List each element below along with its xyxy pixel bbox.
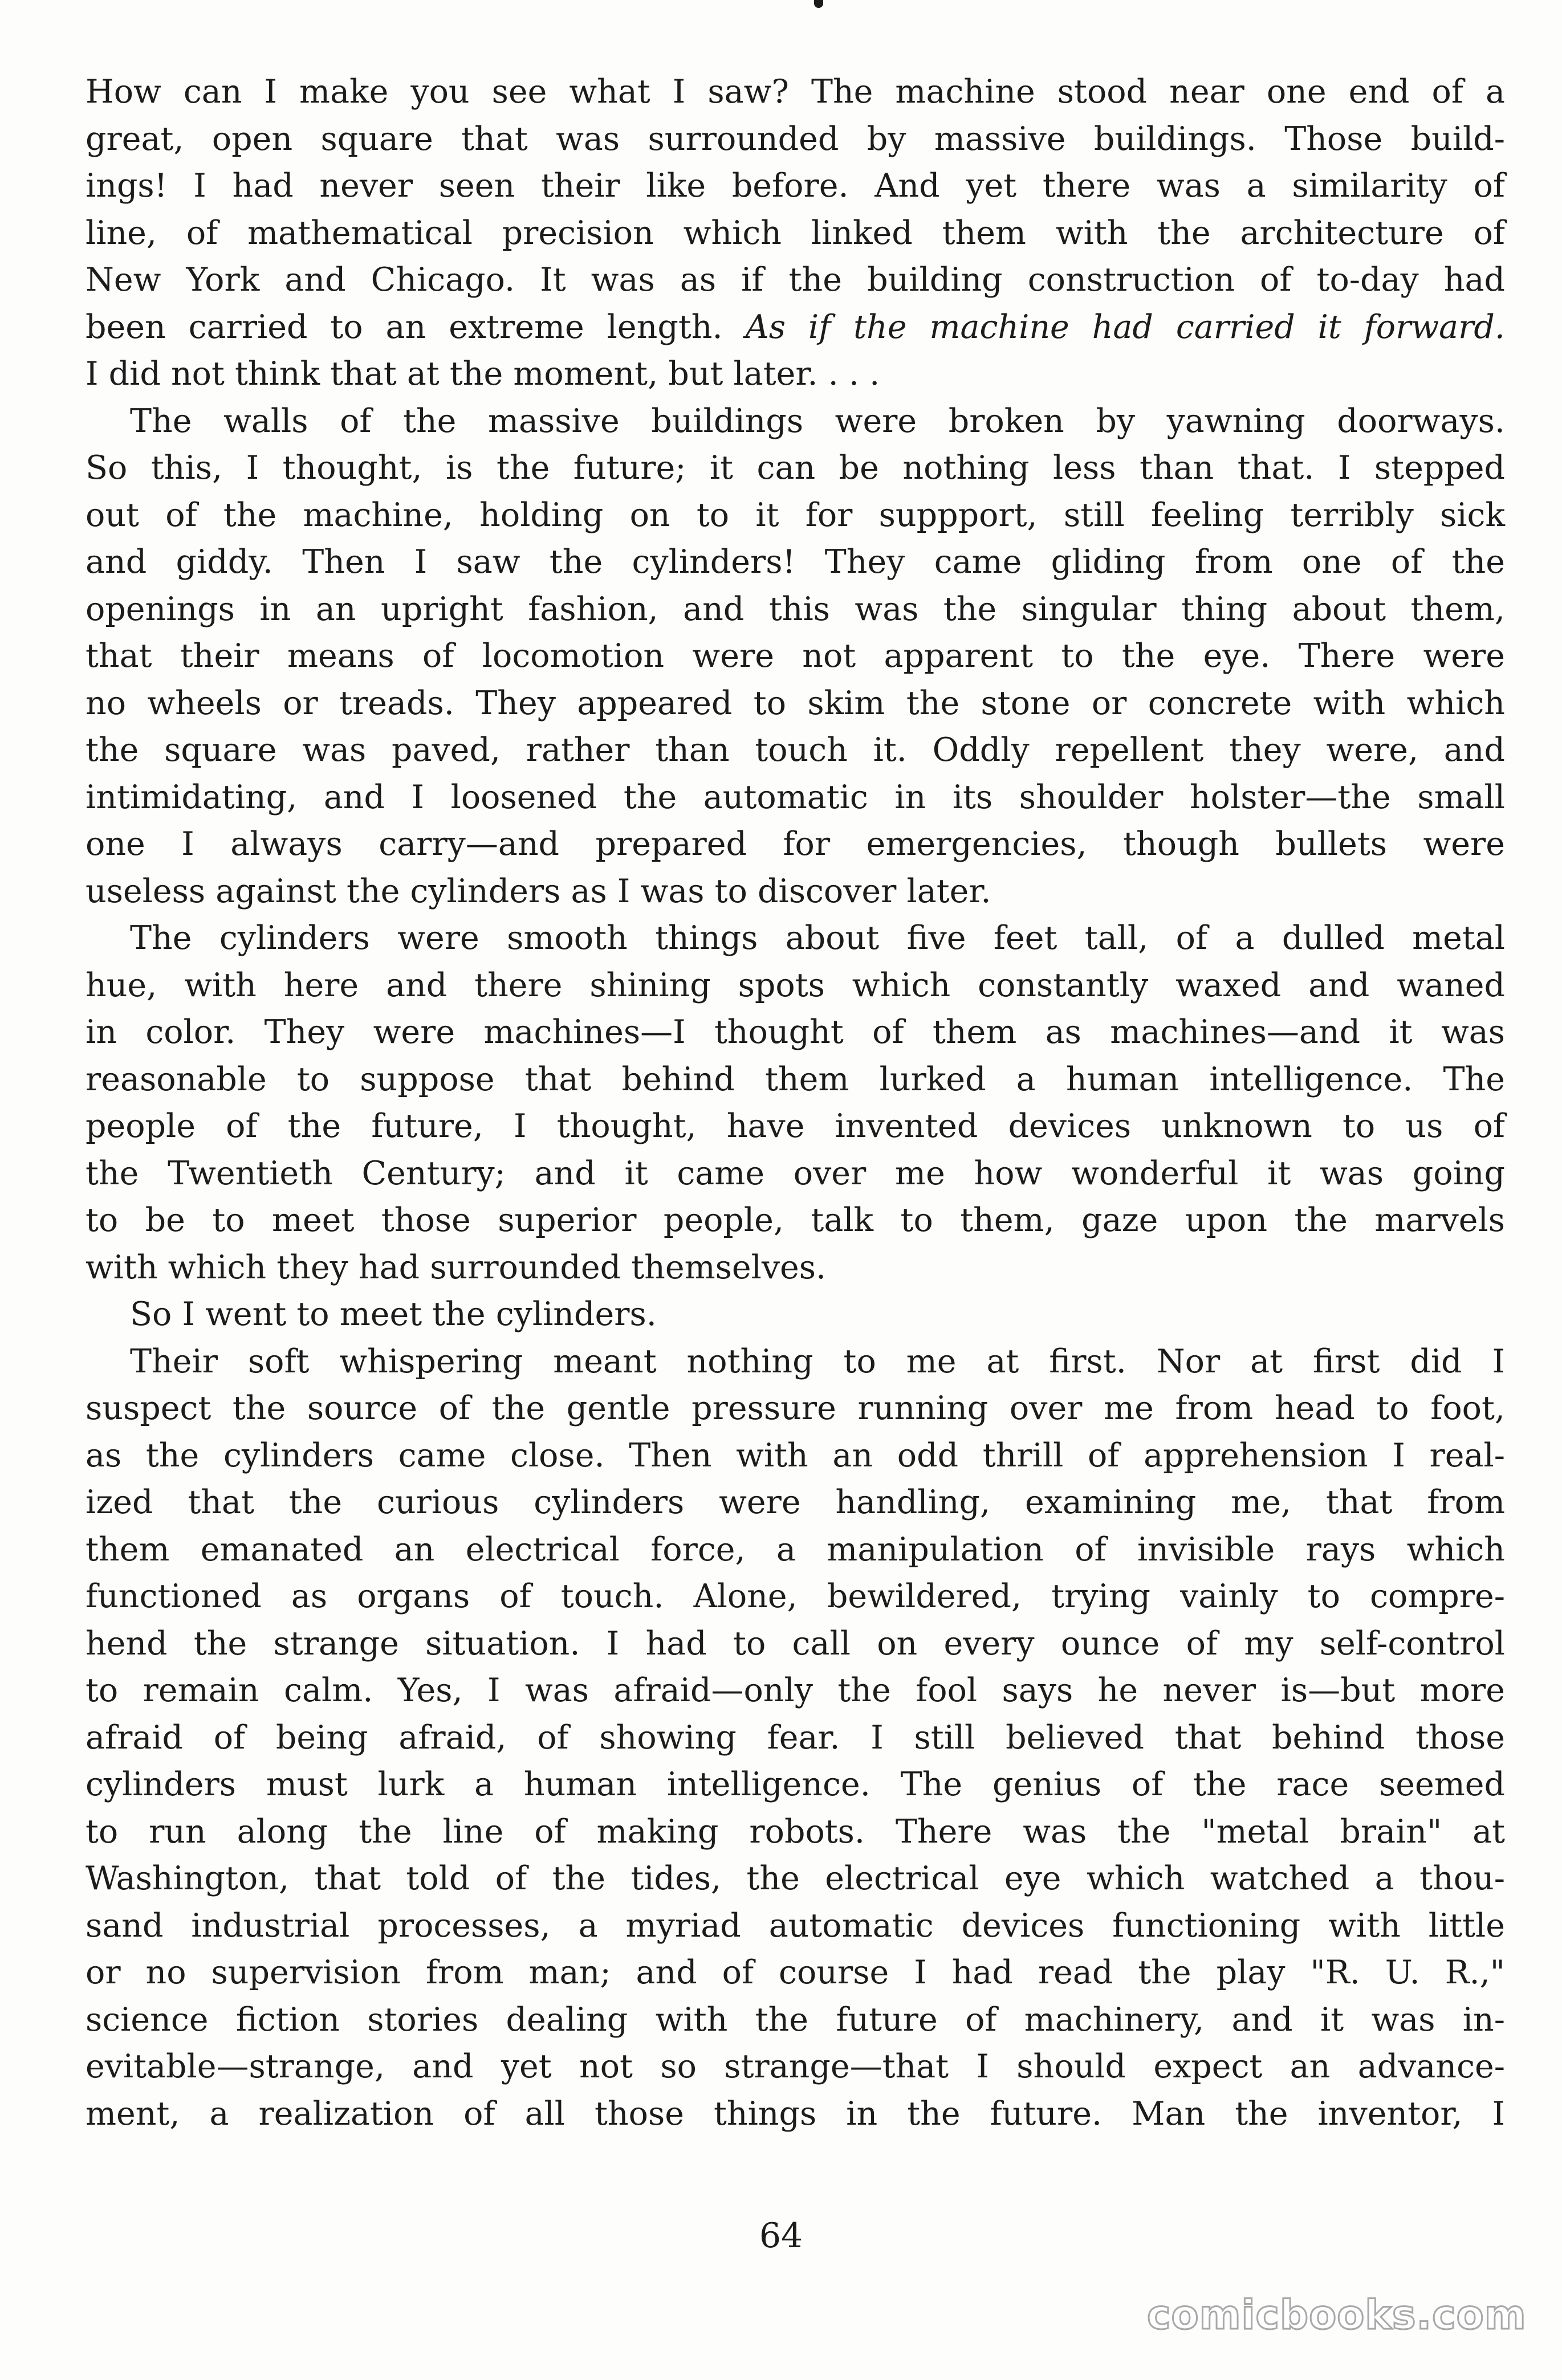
text-line-content: people of the future, I thought, have invented devices unknown to us of: [86, 1107, 1505, 1145]
text-line-content: ized that the curious cylinders were handling, examining me, that from: [86, 1484, 1505, 1521]
text-line-content: to be to meet those superior people, talk to them, gaze upon the marvels: [86, 1201, 1505, 1239]
page-number: 64: [759, 2216, 803, 2256]
text-line: [86, 680, 1505, 727]
text-line-content: and giddy. Then I saw the cylinders! They came gliding from one of the: [86, 543, 1505, 581]
text-line: [86, 1291, 1505, 1338]
text-line: [86, 492, 1505, 539]
text-line-content: the square was paved, rather than touch it. Oddly repellent they were, and: [86, 731, 1505, 769]
text-line: [86, 633, 1505, 680]
text-line: [86, 1902, 1505, 1950]
text-line: [86, 116, 1505, 163]
text-line-content: reasonable to suppose that behind them lurked a human intelligence. The: [86, 1060, 1505, 1098]
text-line: [86, 774, 1505, 821]
top-ink-mark: [814, 0, 823, 8]
text-line-content: afraid of being afraid, of showing fear. I still believed that behind those: [86, 1718, 1505, 1757]
text-line: [86, 256, 1505, 304]
text-line: [86, 1526, 1505, 1574]
text-line-content: openings in an upright fashion, and this was the singular thing about them,: [86, 590, 1505, 628]
text-line: [86, 210, 1505, 257]
text-line: [86, 1573, 1505, 1620]
text-line: [86, 398, 1505, 445]
text-line: [86, 1620, 1505, 1668]
watermark-logo: comicbooks.com: [1147, 2292, 1527, 2338]
text-line: [86, 1949, 1505, 1996]
text-line-content: them emanated an electrical force, a manipulation of invisible rays which: [86, 1530, 1505, 1568]
text-line: [86, 162, 1505, 210]
text-line: [86, 2090, 1505, 2138]
text-line: [86, 2043, 1505, 2090]
text-line: [86, 1808, 1505, 1856]
text-line-content: hue, with here and there shining spots which constantly waxed and waned: [86, 966, 1505, 1004]
text-line-content: cylinders must lurk a human intelligence. The genius of the race seemed: [86, 1766, 1505, 1803]
text-line-content: So this, I thought, is the future; it can be nothing less than that. I stepped: [86, 449, 1505, 487]
text-line: [86, 1009, 1505, 1056]
text-line: [86, 304, 1505, 351]
text-line-content: that their means of locomotion were not apparent to the eye. There were: [86, 637, 1505, 675]
text-line-content: been carried to an extreme length.: [86, 308, 746, 346]
text-line: [86, 1103, 1505, 1150]
text-line-content: as the cylinders came close. Then with an odd thrill of apprehension I real-: [86, 1436, 1505, 1474]
text-line-content: the Twentieth Century; and it came over me how wonderful it was going: [86, 1154, 1505, 1192]
text-line-content: in color. They were machines—I thought of them as machines—and it was: [86, 1013, 1505, 1051]
text-line-content: I did not think that at the moment, but later. . . .: [86, 355, 880, 393]
text-line: [86, 445, 1505, 492]
text-line-content: no wheels or treads. They appeared to skim the stone or concrete with which: [86, 684, 1505, 722]
text-line-content: intimidating, and I loosened the automatic in its shoulder holster—the small: [86, 778, 1505, 816]
text-line-content: suspect the source of the gentle pressure running over me from head to foot,: [86, 1389, 1505, 1427]
text-line: [86, 586, 1505, 633]
text-line-content: Their soft whispering meant nothing to me at first. Nor at first did I: [130, 1342, 1505, 1380]
text-line: [86, 1714, 1505, 1762]
text-line: [86, 1667, 1505, 1714]
text-line-content: evitable—strange, and yet not so strange—that I should expect an advance-: [86, 2048, 1505, 2085]
text-line-content: with which they had surrounded themselves.: [86, 1248, 827, 1286]
text-line-content: useless against the cylinders as I was to discover later.: [86, 872, 991, 910]
text-line: [86, 1432, 1505, 1480]
text-line: [86, 1761, 1505, 1808]
text-line: [86, 351, 1505, 398]
text-line-content: line, of mathematical precision which linked them with the architecture of: [86, 214, 1505, 252]
text-line-content: hend the strange situation. I had to call on every ounce of my self-control: [86, 1624, 1505, 1662]
text-line-content: functioned as organs of touch. Alone, bewildered, trying vainly to compre-: [86, 1578, 1505, 1615]
text-line: [86, 727, 1505, 774]
body-text: [86, 68, 1505, 2137]
text-line: [86, 1056, 1505, 1103]
text-line-content: out of the machine, holding on to it for suppport, still feeling terribly sick: [86, 496, 1505, 534]
text-line: [86, 539, 1505, 586]
text-line-content: to run along the line of making robots. There was the "metal brain" at: [86, 1812, 1505, 1851]
text-line-content: How can I make you see what I saw? The machine stood near one end of a: [86, 73, 1505, 111]
text-line: [86, 962, 1505, 1009]
text-line-content: one I always carry—and prepared for emergencies, though bullets were: [86, 825, 1505, 863]
text-line-content: ment, a realization of all those things in the future. Man the inventor, I: [86, 2094, 1505, 2133]
text-line: [86, 821, 1505, 868]
text-line-content: ings! I had never seen their like before. And yet there was a similarity of: [86, 167, 1505, 205]
text-line: [86, 1385, 1505, 1432]
text-line: [86, 1996, 1505, 2044]
text-line-content: science fiction stories dealing with the future of machinery, and it was in-: [86, 2000, 1505, 2039]
text-line: [86, 1244, 1505, 1291]
text-line-content: Washington, that told of the tides, the electrical eye which watched a thou-: [86, 1860, 1505, 1897]
text-line: [86, 1479, 1505, 1526]
text-line: [86, 1338, 1505, 1385]
text-line-content: great, open square that was surrounded by massive buildings. Those build-: [86, 120, 1505, 158]
text-line: [86, 1150, 1505, 1197]
text-line-content: New York and Chicago. It was as if the building construction of to-day had: [86, 261, 1505, 299]
text-line: [86, 1197, 1505, 1244]
text-line-content: or no supervision from man; and of course I had read the play "R. U. R.,": [86, 1954, 1505, 1991]
italic-text: As if the machine had carried it forward.: [745, 308, 1506, 346]
text-line: [86, 68, 1505, 116]
text-line-content: sand industrial processes, a myriad automatic devices functioning with little: [86, 1906, 1505, 1945]
text-line-content: to remain calm. Yes, I was afraid—only the fool says he never is—but more: [86, 1672, 1505, 1709]
text-line: [86, 915, 1505, 962]
text-line-content: The cylinders were smooth things about five feet tall, of a dulled metal: [130, 919, 1505, 957]
text-line-content: So I went to meet the cylinders.: [130, 1295, 657, 1333]
text-line: [86, 868, 1505, 915]
text-line-content: The walls of the massive buildings were broken by yawning doorways.: [130, 402, 1505, 440]
text-line: [86, 1855, 1505, 1902]
